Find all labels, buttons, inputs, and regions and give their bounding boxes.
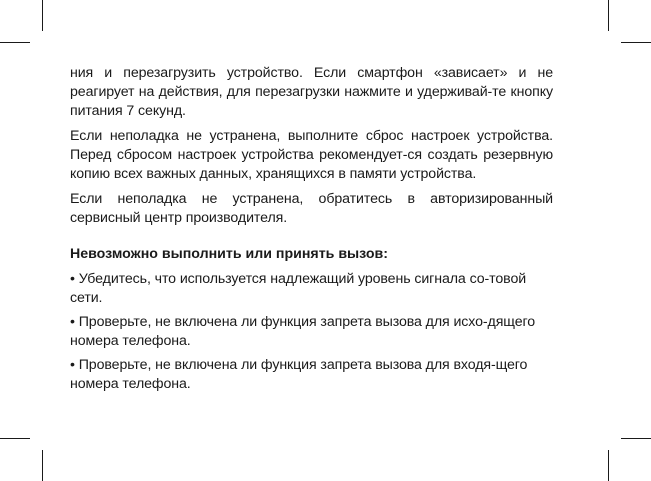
bullet-item: • Убедитесь, что используется надлежащий уровень сигнала со-товой сети. (70, 271, 527, 306)
bullet-item: • Проверьте, не включена ли функция запрета вызова для исхо-дящего номера телефона. (70, 314, 536, 349)
paragraph-reboot: ния и перезагрузить устройство. Если смартфон «зависает» и не реагирует на действия, для перезагрузки нажмите и удерживай-те кнопку питания 7 секунд. (70, 65, 553, 119)
paragraph-service-center: Если неполадка не устранена, обратитесь в авторизированный сервисный центр производителя. (70, 191, 553, 226)
paragraph-factory-reset: Если неполадка не устранена, выполните сброс настроек устройства. Перед сбросом настроек устройства рекомендует-ся создать резервную копию всех важных данных, хранящихся в памяти устройства. (70, 128, 553, 182)
crop-mark-bottom-right-vertical (608, 450, 609, 481)
section-heading: Невозможно выполнить или принять вызов: (70, 246, 388, 262)
crop-mark-top-left-vertical (42, 0, 43, 31)
crop-mark-top-right-vertical (608, 0, 609, 31)
crop-mark-bottom-left-horizontal (0, 438, 30, 439)
crop-mark-bottom-left-vertical (42, 450, 43, 481)
crop-mark-top-right-horizontal (621, 42, 651, 43)
crop-mark-top-left-horizontal (0, 42, 30, 43)
bullet-item: • Проверьте, не включена ли функция запрета вызова для входя-щего номера телефона. (70, 357, 528, 392)
page-content (70, 64, 553, 399)
crop-mark-bottom-right-horizontal (621, 438, 651, 439)
